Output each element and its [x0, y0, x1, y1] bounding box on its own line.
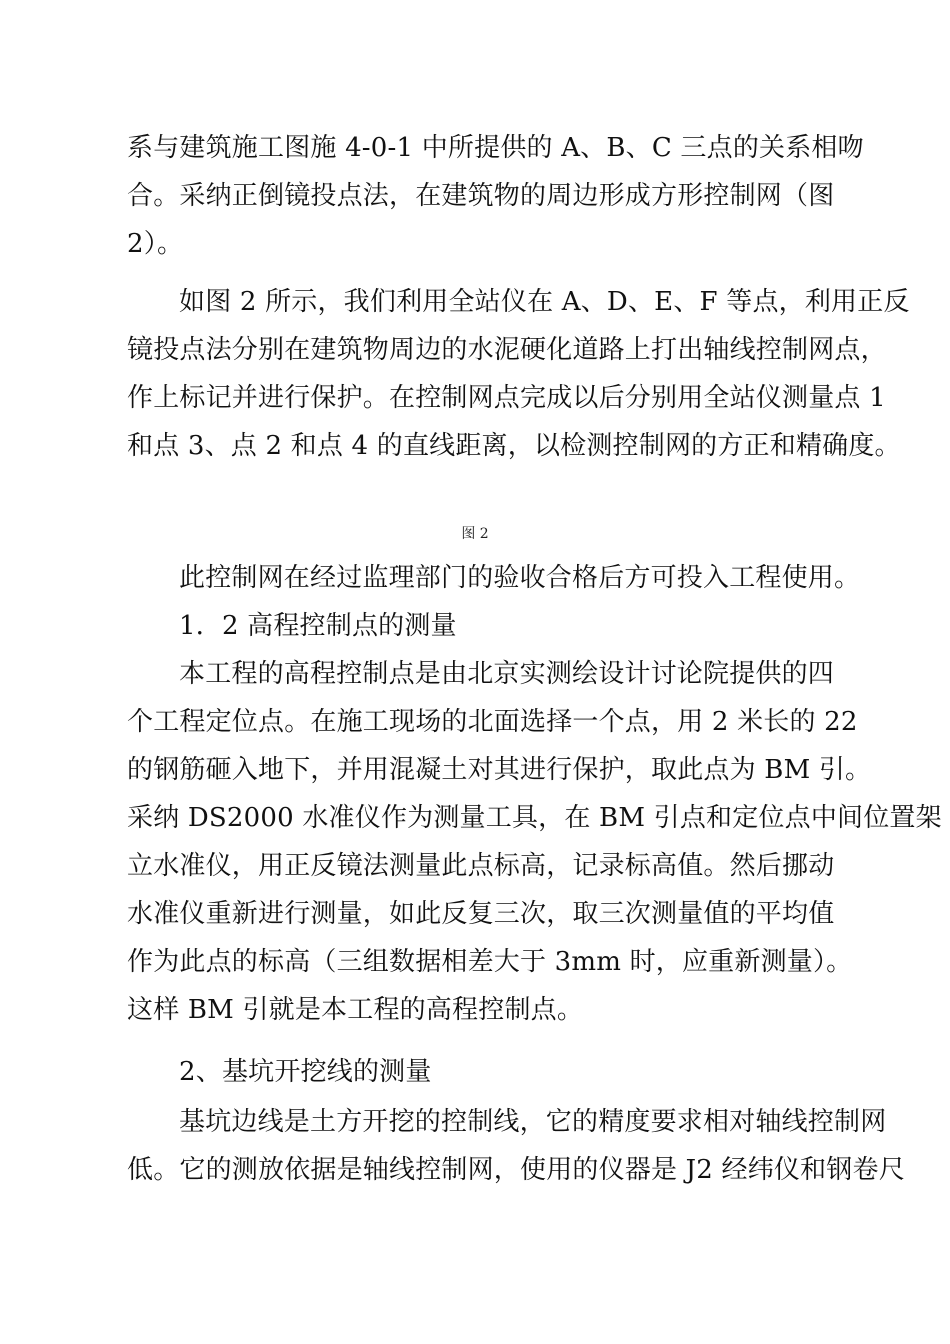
section-heading-elevation: 1．2 高程控制点的测量 [179, 611, 457, 641]
paragraph-axis-network-continuation [127, 124, 864, 268]
text-line: 和点 3、点 2 和点 4 的直线距离，以检测控制网的方正和精确度。 [127, 431, 901, 461]
text-line: 作上标记并进行保护。在控制网点完成以后分别用全站仪测量点 1 [127, 383, 886, 413]
text-line: 镜投点法分别在建筑物周边的水泥硬化道路上打出轴线控制网点， [127, 335, 887, 365]
text-line: 低。它的测放依据是轴线控制网，使用的仪器是 J2 经纬仪和钢卷尺 [127, 1155, 905, 1185]
paragraph-control-points [127, 278, 910, 470]
text-line: 立水准仪，用正反镜法测量此点标高，记录标高值。然后挪动 [127, 851, 835, 881]
text-line: 合。采纳正倒镜投点法，在建筑物的周边形成方形控制网（图 [127, 181, 835, 211]
text-line: 采纳 DS2000 水准仪作为测量工具，在 BM 引点和定位点中间位置架 [127, 803, 942, 833]
section-heading-excavation [127, 1048, 839, 1096]
text-line: 个工程定位点。在施工现场的北面选择一个点，用 2 米长的 22 [127, 707, 858, 737]
text-line: 本工程的高程控制点是由北京实测绘设计讨论院提供的四 [179, 659, 835, 689]
text-line: 2）。 [127, 229, 184, 259]
text-line: 作为此点的标高（三组数据相差大于 3mm 时，应重新测量）。 [127, 947, 853, 977]
text-line: 的钢筋砸入地下，并用混凝土对其进行保护，取此点为 BM 引。 [127, 755, 872, 785]
paragraph-elevation-control [127, 650, 942, 1034]
text-line: 此控制网在经过监理部门的验收合格后方可投入工程使用。 [179, 563, 861, 593]
figure-caption: 图 2 [461, 526, 489, 542]
paragraph-excavation-line [127, 1098, 905, 1194]
text-line: 如图 2 所示，我们利用全站仪在 A、D、E、F 等点，利用正反 [179, 287, 910, 317]
text-line: 这样 BM 引就是本工程的高程控制点。 [127, 995, 584, 1025]
paragraph-acceptance [127, 554, 861, 650]
text-line: 基坑边线是土方开挖的控制线，它的精度要求相对轴线控制网 [179, 1107, 887, 1137]
text-line: 水准仪重新进行测量，如此反复三次，取三次测量值的平均值 [127, 899, 835, 929]
text-line: 2、基坑开挖线的测量 [179, 1057, 432, 1087]
text-line: 系与建筑施工图施 4-0-1 中所提供的 A、B、C 三点的关系相吻 [127, 133, 864, 163]
